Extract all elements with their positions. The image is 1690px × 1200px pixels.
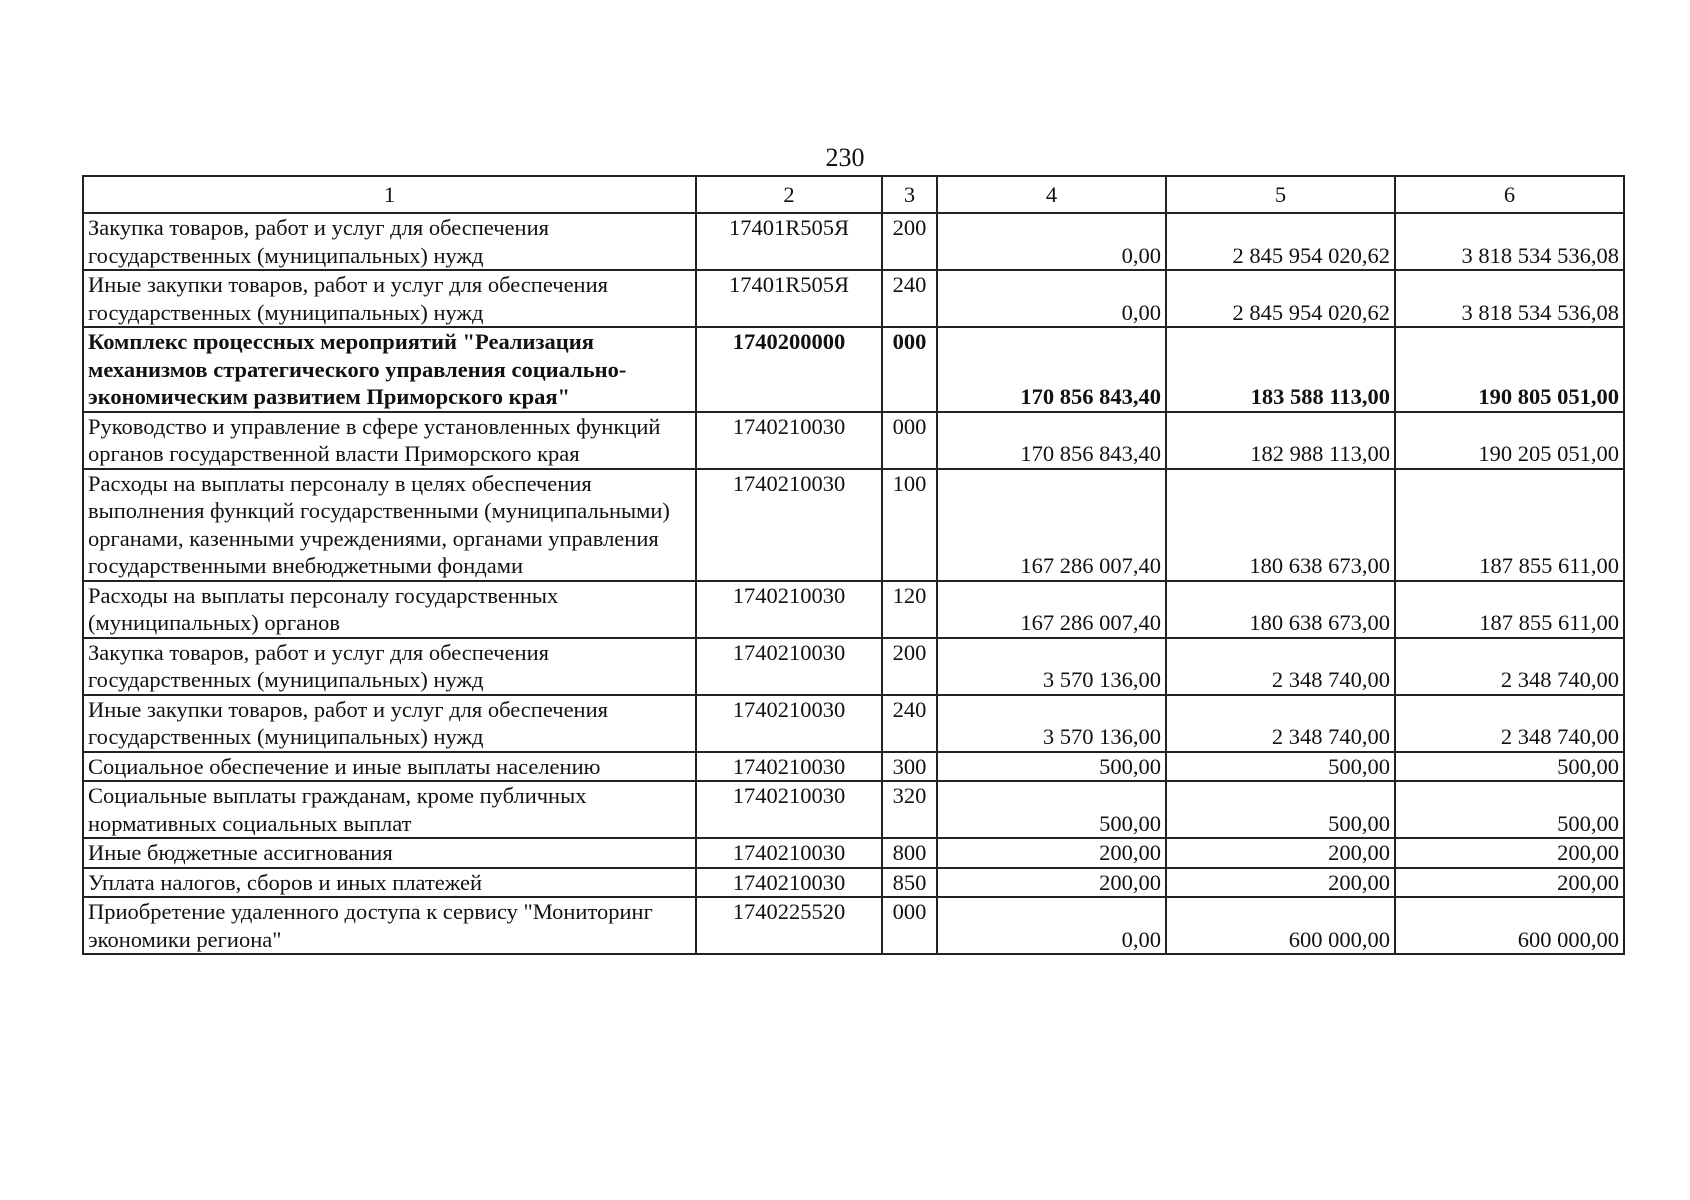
table-row [83, 752, 1624, 782]
table-row [83, 412, 1624, 469]
row-type: 100 [882, 469, 937, 581]
row-type: 850 [882, 868, 937, 898]
row-amount-col5: 2 845 954 020,62 [1166, 270, 1395, 327]
row-code: 1740210030 [696, 781, 882, 838]
row-amount-col4: 500,00 [937, 781, 1166, 838]
row-type: 000 [882, 412, 937, 469]
row-name: Приобретение удаленного доступа к сервису "Мониторинг экономики региона" [83, 897, 696, 954]
row-code: 1740210030 [696, 868, 882, 898]
row-name: Закупка товаров, работ и услуг для обеспечения государственных (муниципальных) нужд [83, 213, 696, 270]
row-amount-col5: 180 638 673,00 [1166, 469, 1395, 581]
row-type: 300 [882, 752, 937, 782]
row-amount-col4: 3 570 136,00 [937, 638, 1166, 695]
row-amount-col4: 0,00 [937, 270, 1166, 327]
header-row [83, 176, 1624, 213]
row-amount-col4: 170 856 843,40 [937, 412, 1166, 469]
row-name: Уплата налогов, сборов и иных платежей [83, 868, 696, 898]
row-type: 200 [882, 638, 937, 695]
row-name: Руководство и управление в сфере установленных функций органов государственной власти Приморского края [83, 412, 696, 469]
row-amount-col5: 183 588 113,00 [1166, 327, 1395, 412]
row-amount-col5: 200,00 [1166, 868, 1395, 898]
row-code: 1740210030 [696, 752, 882, 782]
table-row [83, 581, 1624, 638]
row-amount-col6: 200,00 [1395, 868, 1624, 898]
row-amount-col6: 187 855 611,00 [1395, 469, 1624, 581]
row-code: 1740225520 [696, 897, 882, 954]
row-amount-col5: 200,00 [1166, 838, 1395, 868]
row-name: Социальные выплаты гражданам, кроме публичных нормативных социальных выплат [83, 781, 696, 838]
header-col-4: 4 [937, 176, 1166, 213]
table-row [83, 327, 1624, 412]
table-row [83, 897, 1624, 954]
table-row [83, 270, 1624, 327]
table-row [83, 638, 1624, 695]
row-amount-col6: 3 818 534 536,08 [1395, 270, 1624, 327]
row-amount-col4: 0,00 [937, 897, 1166, 954]
table-header [83, 176, 1624, 213]
page-number: 230 [825, 143, 865, 172]
row-type: 000 [882, 327, 937, 412]
row-amount-col4: 500,00 [937, 752, 1166, 782]
row-amount-col5: 2 348 740,00 [1166, 695, 1395, 752]
table-row [83, 838, 1624, 868]
row-amount-col5: 2 845 954 020,62 [1166, 213, 1395, 270]
row-name: Иные бюджетные ассигнования [83, 838, 696, 868]
row-name: Иные закупки товаров, работ и услуг для обеспечения государственных (муниципальных) нужд [83, 270, 696, 327]
row-type: 200 [882, 213, 937, 270]
row-amount-col6: 190 805 051,00 [1395, 327, 1624, 412]
row-code: 1740210030 [696, 412, 882, 469]
row-code: 1740210030 [696, 469, 882, 581]
table-row [83, 213, 1624, 270]
row-amount-col5: 2 348 740,00 [1166, 638, 1395, 695]
row-amount-col6: 500,00 [1395, 752, 1624, 782]
row-name: Социальное обеспечение и иные выплаты населению [83, 752, 696, 782]
row-amount-col5: 500,00 [1166, 781, 1395, 838]
row-amount-col6: 600 000,00 [1395, 897, 1624, 954]
row-amount-col5: 182 988 113,00 [1166, 412, 1395, 469]
row-type: 320 [882, 781, 937, 838]
row-type: 800 [882, 838, 937, 868]
row-amount-col4: 170 856 843,40 [937, 327, 1166, 412]
header-col-5: 5 [1166, 176, 1395, 213]
row-amount-col6: 187 855 611,00 [1395, 581, 1624, 638]
row-code: 1740210030 [696, 838, 882, 868]
row-type: 000 [882, 897, 937, 954]
row-amount-col4: 0,00 [937, 213, 1166, 270]
row-name: Расходы на выплаты персоналу в целях обеспечения выполнения функций государственными (муниципальными) органами, казенными учреждениями, органами управления государственными внебюджетными фондами [83, 469, 696, 581]
row-name: Иные закупки товаров, работ и услуг для обеспечения государственных (муниципальных) нужд [83, 695, 696, 752]
row-amount-col6: 200,00 [1395, 838, 1624, 868]
row-amount-col6: 190 205 051,00 [1395, 412, 1624, 469]
row-code: 17401R505Я [696, 213, 882, 270]
row-amount-col4: 167 286 007,40 [937, 469, 1166, 581]
row-code: 1740210030 [696, 638, 882, 695]
row-amount-col5: 500,00 [1166, 752, 1395, 782]
row-amount-col6: 2 348 740,00 [1395, 695, 1624, 752]
row-amount-col6: 2 348 740,00 [1395, 638, 1624, 695]
row-amount-col4: 167 286 007,40 [937, 581, 1166, 638]
table-row [83, 781, 1624, 838]
row-amount-col5: 600 000,00 [1166, 897, 1395, 954]
row-code: 1740210030 [696, 695, 882, 752]
row-code: 17401R505Я [696, 270, 882, 327]
row-amount-col6: 500,00 [1395, 781, 1624, 838]
row-amount-col4: 3 570 136,00 [937, 695, 1166, 752]
row-type: 240 [882, 270, 937, 327]
row-code: 1740200000 [696, 327, 882, 412]
row-type: 240 [882, 695, 937, 752]
row-amount-col4: 200,00 [937, 838, 1166, 868]
row-amount-col5: 180 638 673,00 [1166, 581, 1395, 638]
table-row [83, 469, 1624, 581]
header-col-3: 3 [882, 176, 937, 213]
table-row [83, 695, 1624, 752]
table-body [83, 213, 1624, 954]
header-col-1: 1 [83, 176, 696, 213]
row-amount-col6: 3 818 534 536,08 [1395, 213, 1624, 270]
header-col-6: 6 [1395, 176, 1624, 213]
budget-table [82, 175, 1625, 955]
row-name: Расходы на выплаты персоналу государственных (муниципальных) органов [83, 581, 696, 638]
row-name: Комплекс процессных мероприятий "Реализация механизмов стратегического управления социально-экономическим развитием Приморского края" [83, 327, 696, 412]
row-amount-col4: 200,00 [937, 868, 1166, 898]
row-name: Закупка товаров, работ и услуг для обеспечения государственных (муниципальных) нужд [83, 638, 696, 695]
table-row [83, 868, 1624, 898]
header-col-2: 2 [696, 176, 882, 213]
row-type: 120 [882, 581, 937, 638]
row-code: 1740210030 [696, 581, 882, 638]
